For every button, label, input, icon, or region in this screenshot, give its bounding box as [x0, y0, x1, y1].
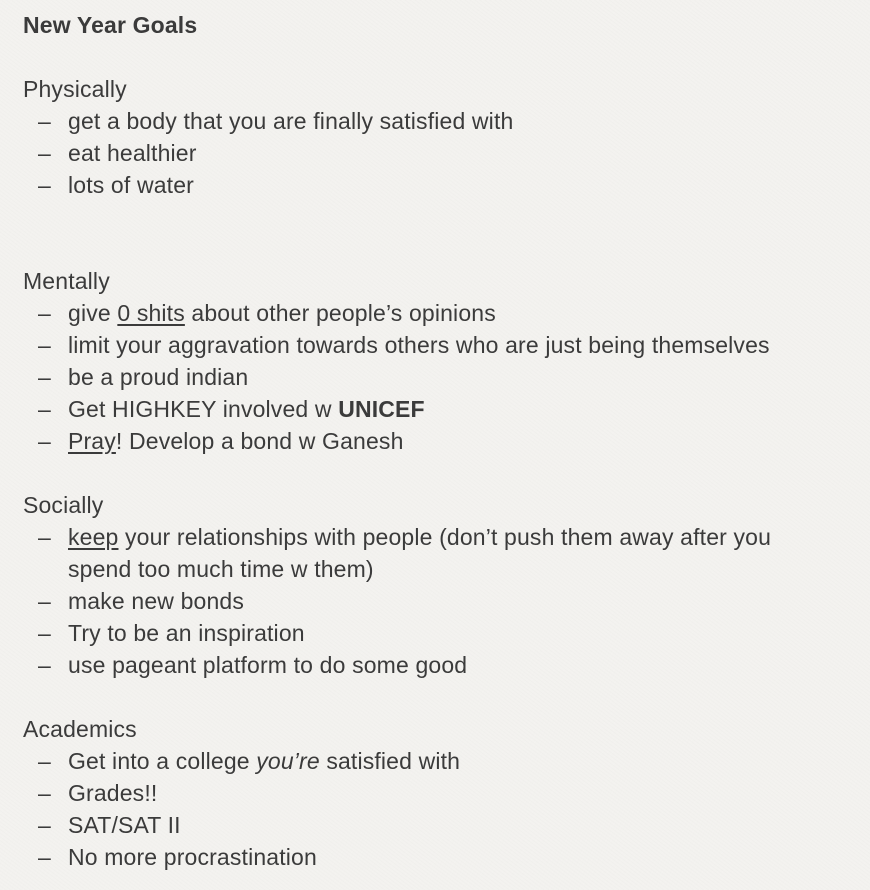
- list-item: [38, 649, 467, 681]
- list-item-text: No more procrastination: [68, 844, 317, 870]
- bullet-dash: –: [38, 620, 51, 646]
- list-item-text: Get into a college: [68, 748, 257, 774]
- list-item: [38, 777, 157, 809]
- list-item: [38, 585, 244, 617]
- list-item-text: satisfied with: [319, 748, 461, 774]
- bullet-dash: –: [38, 844, 51, 870]
- list-item-text: Grades!!: [68, 780, 158, 806]
- list-item: [38, 521, 771, 553]
- list-item-text: Get HIGHKEY involved w: [68, 396, 339, 422]
- underlined-text: 0 shits: [117, 300, 185, 326]
- list-item-text: Try to be an inspiration: [68, 620, 305, 646]
- list-item: [38, 297, 496, 329]
- bullet-dash: –: [38, 588, 51, 614]
- section-heading-socially: Socially: [23, 492, 104, 518]
- bullet-dash: –: [38, 748, 51, 774]
- list-item-text: get a body that you are finally satisfied with: [68, 108, 514, 134]
- bullet-dash: –: [38, 140, 51, 166]
- section-heading-mentally: Mentally: [23, 268, 110, 294]
- list-item-text: be a proud indian: [68, 364, 249, 390]
- bullet-dash: –: [38, 428, 51, 454]
- list-item-text: use pageant platform to do some good: [68, 652, 468, 678]
- bullet-dash: –: [38, 780, 51, 806]
- list-item: [38, 137, 197, 169]
- list-item-text: lots of water: [68, 172, 194, 198]
- bullet-dash: –: [38, 524, 51, 550]
- bullet-dash: –: [38, 108, 51, 134]
- list-item-text: your relationships with people (don’t push them away after you: [118, 524, 772, 550]
- bullet-dash: –: [38, 300, 51, 326]
- underlined-text: keep: [68, 524, 119, 550]
- list-item-text: limit your aggravation towards others who are just being themselves: [68, 332, 770, 358]
- list-item-text: ! Develop a bond w Ganesh: [115, 428, 404, 454]
- list-item: [38, 105, 513, 137]
- list-item-text: give: [68, 300, 118, 326]
- section-heading-academics: Academics: [23, 716, 137, 742]
- list-item-text: about other people’s opinions: [184, 300, 496, 326]
- list-item-continuation: spend too much time w them): [68, 556, 374, 582]
- list-item-text: SAT/SAT II: [68, 812, 181, 838]
- list-item: [38, 361, 248, 393]
- bullet-dash: –: [38, 332, 51, 358]
- list-item: [38, 393, 425, 425]
- list-item: [38, 809, 181, 841]
- bullet-dash: –: [38, 396, 51, 422]
- bullet-dash: –: [38, 812, 51, 838]
- bullet-dash: –: [38, 172, 51, 198]
- list-item: [38, 169, 194, 201]
- list-item: [38, 425, 404, 457]
- note-title: New Year Goals: [23, 12, 198, 38]
- bullet-dash: –: [38, 652, 51, 678]
- list-item: [38, 745, 460, 777]
- underlined-text: Pray: [68, 428, 116, 454]
- list-item: [38, 329, 770, 361]
- list-item: [38, 617, 305, 649]
- bullet-dash: –: [38, 364, 51, 390]
- italic-text: you’re: [256, 748, 320, 774]
- list-item-text: eat healthier: [68, 140, 197, 166]
- list-item-text: make new bonds: [68, 588, 244, 614]
- list-item: [38, 841, 317, 873]
- bold-text: UNICEF: [338, 396, 425, 422]
- section-heading-physically: Physically: [23, 76, 127, 102]
